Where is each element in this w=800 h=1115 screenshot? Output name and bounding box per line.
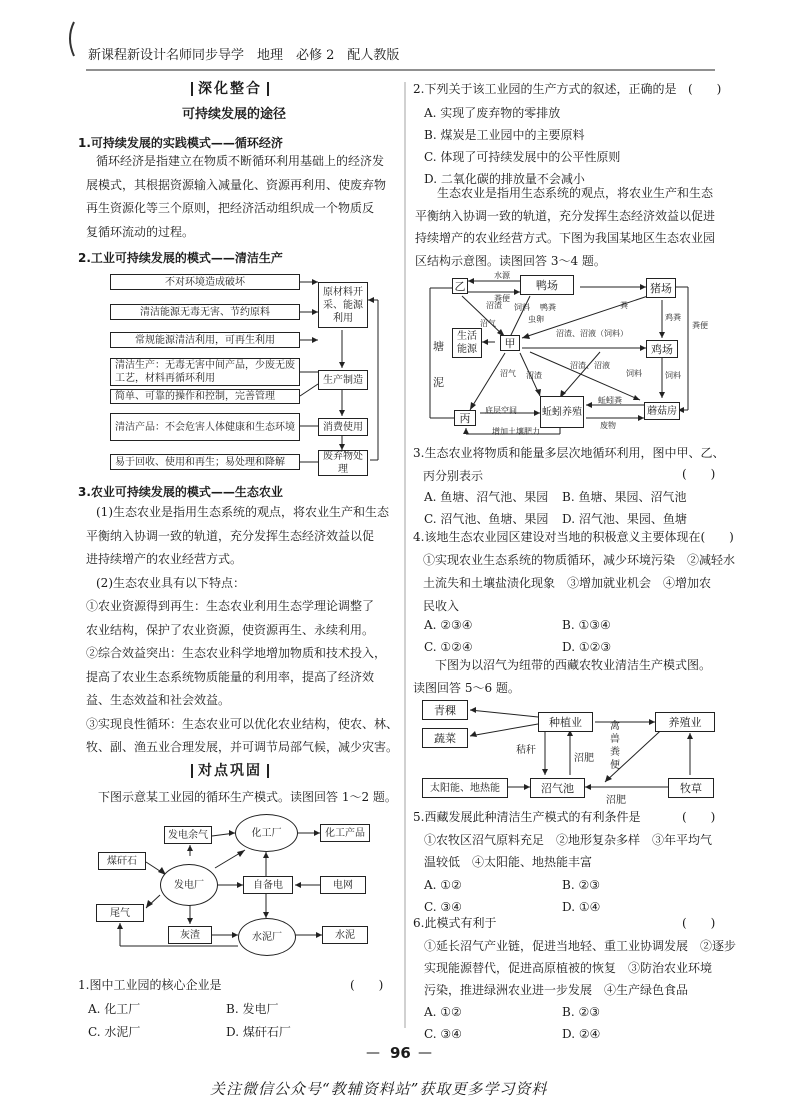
intro-q1-2: 下图示意某工业园的循环生产模式。读图回答 1～2 题。 [98, 790, 397, 804]
q4-stem: 4.该地生态农业园区建设对当地的积极意义主要体现在( ) ①实现农业生态系统的物质循环，减少环境污染 ②减轻水 土流失和土壤盐渍化现象 ③增加就业机会 ④增加农 民收入 [413, 530, 736, 613]
q6-option-b[interactable]: B. ②③ [562, 1005, 600, 1019]
q1-option-d[interactable]: D. 煤矸石厂 [226, 1025, 291, 1039]
page-dash-left: — [366, 1045, 380, 1061]
q2-option-a[interactable]: A. 实现了废弃物的零排放 [424, 106, 561, 120]
box-chemical-product: 化工产品 [320, 824, 370, 842]
label-biogas-fertilizer: 沼肥 [574, 753, 594, 764]
q6-stem: 6.此模式有利于 [413, 916, 497, 930]
q5-option-b[interactable]: B. ②③ [562, 878, 600, 892]
q5-statement-1: ①农牧区沼气原料充足 ②地形复杂多样 ③年平均气 [424, 833, 713, 847]
box-ash: 灰渣 [168, 926, 212, 944]
q2-option-c[interactable]: C. 体现了可持续发展中的公平性原则 [424, 150, 621, 164]
section-heading-deepen: 深化整合 [186, 78, 274, 98]
ellipse-chemical-plant: 化工厂 [235, 814, 298, 852]
box-simple-operation: 简单、可靠的操作和控制，完善管理 [110, 389, 300, 404]
label-biogas-2: 沼气 [500, 369, 516, 378]
box-power-gas: 发电余气 [164, 826, 212, 844]
q6-statement-2: 实现能源替代，促进高原植被的恢复 ③防治农业环境 [424, 961, 713, 975]
paragraph-eco-agriculture: (1)生态农业是指用生态系统的观点，将农业生产和生态 平衡纳入协调一致的轨道，充分发挥生态经济效益以促 进持续增产的农业经营方式。 (2)生态农业具有以下特点： ①农业资源得到再生：生态农业利用生态学理论调整了 农业结构，保护了农业资源，使资源再生、永续利用。 ②综合效益突出：生态农业科学地增加物质和技术投入， 提高了农业生态系统物质能量的利用率，提高了经济效 益、生态效益和社会效益。 ③实现良性循环：生态农业可以优化农业结构，使农、林、 牧、副、渔五业合理发展，并可调节局部气候，减少灾害。 [86, 505, 399, 754]
q6-option-c[interactable]: C. ③④ [424, 1027, 462, 1041]
q5-stem: 5.西藏发展此种清洁生产模式的有利条件是 [413, 810, 641, 824]
q1-option-a[interactable]: A. 化工厂 [88, 1002, 141, 1016]
q2-answer-paren[interactable]: ( ) [688, 82, 722, 96]
label-soil-fertility: 增加土壤肥力 [492, 427, 540, 436]
label-worm-manure: 蚯蚓粪 [598, 396, 622, 405]
label-bottom-space: 底层空间 [485, 406, 517, 415]
q4-option-a[interactable]: A. ②③④ [424, 618, 473, 632]
box-recyclable: 易于回收、使用和再生；易处理和降解 [110, 454, 300, 470]
label-manure: 粪 [620, 301, 628, 310]
box-animal-husbandry: 养殖业 [655, 712, 715, 732]
node-pig-farm: 猪场 [646, 278, 676, 298]
heading-clean-production: 2.工业可持续发展的模式——清洁生产 [78, 251, 283, 265]
box-clean-energy: 清洁能源无毒无害、节约原料 [110, 304, 300, 320]
label-biogas: 沼气 [480, 319, 496, 328]
q1-option-c[interactable]: C. 水泥厂 [88, 1025, 141, 1039]
q3-option-b[interactable]: B. 鱼塘、果园、沼气池 [562, 490, 687, 504]
label-biogas-fertilizer-2: 沼肥 [606, 795, 626, 806]
node-chicken-farm: 鸡场 [646, 340, 678, 358]
box-highland-barley: 青稞 [422, 700, 468, 720]
box-regular-energy: 常规能源清洁利用，可再生利用 [110, 332, 300, 348]
q5-answer-paren[interactable]: ( ) [682, 810, 716, 824]
box-consumption: 消费使用 [318, 418, 368, 436]
q5-option-d[interactable]: D. ①④ [562, 900, 601, 914]
label-insect-eggs: 虫卵 [528, 315, 544, 324]
box-clean-product: 清洁产品：不会危害人体健康和生态环境 [110, 413, 300, 441]
box-clean-production: 清洁生产：无毒无害中间产品，少废无废工艺，材料再循环利用 [110, 358, 300, 386]
q4-option-c[interactable]: C. ①②④ [424, 640, 473, 654]
label-straw: 秸秆 [516, 745, 536, 756]
box-manufacturing: 生产制造 [318, 370, 368, 390]
paragraph-circular-economy: 循环经济是指建立在物质不断循环利用基础上的经济发 展模式，其根据资源输入减量化、资源再利用、使废弃物 再生资源化等三个原则，把经济活动组织成一个物质反 复循环流动的过程。 [86, 154, 387, 239]
q4-option-b[interactable]: B. ①③④ [562, 618, 611, 632]
q3-answer-paren[interactable]: ( ) [682, 467, 716, 481]
box-raw-materials: 原材料开采、能源利用 [318, 282, 368, 328]
box-biogas-tank: 沼气池 [530, 778, 585, 798]
box-vegetables: 蔬菜 [422, 728, 468, 748]
heading-circular-economy: 1.可持续发展的实践模式——循环经济 [78, 136, 283, 150]
box-no-damage: 不对环境造成破坏 [110, 274, 300, 290]
page-number: 96 [390, 1044, 411, 1062]
label-duck-manure: 鸭粪 [540, 303, 556, 312]
q5-option-a[interactable]: A. ①② [424, 878, 462, 892]
node-duck-farm: 鸭场 [520, 275, 574, 295]
q5-statement-2: 温较低 ④太阳能、地热能丰富 [424, 855, 593, 869]
q1-option-b[interactable]: B. 发电厂 [226, 1002, 279, 1016]
q3-option-a[interactable]: A. 鱼塘、沼气池、果园 [424, 490, 549, 504]
box-crop-farming: 种植业 [538, 712, 593, 732]
box-tail-gas: 尾气 [96, 904, 144, 922]
box-pasture: 牧草 [668, 778, 714, 798]
box-cement: 水泥 [322, 926, 368, 944]
box-power-grid: 电网 [320, 876, 366, 894]
q3-stem: 3.生态农业将物质和能量多层次地循环利用，图中甲、乙、 丙分别表示 [413, 446, 725, 483]
q4-option-d[interactable]: D. ①②③ [562, 640, 612, 654]
box-solar-geothermal: 太阳能、地热能 [422, 778, 508, 798]
q1-answer-paren[interactable]: ( ) [350, 978, 384, 992]
heading-eco-agriculture: 3.农业可持续发展的模式——生态农业 [78, 485, 283, 499]
label-biogas-residue: 沼渣 [486, 301, 502, 310]
intro-q3-4: 生态农业是指用生态系统的观点，将农业生产和生态 平衡纳入协调一致的轨道，充分发挥生态经济效益以促进 持续增产的农业经营方式。下图为我国某地区生态农业园 区结构示意图。读图回答 3～4 题。 [415, 186, 716, 268]
node-yi: 乙 [452, 278, 468, 294]
label-water: 水源 [494, 271, 510, 280]
intro-q5-6: 下图为以沼气为纽带的西藏农牧业清洁生产模式图。 读图回答 5～6 题。 [413, 658, 712, 695]
page-dash-right: — [418, 1045, 432, 1061]
q2-option-d[interactable]: D. 二氧化碳的排放量不会减小 [424, 172, 585, 186]
q2-stem: 2.下列关于该工业园的生产方式的叙述，正确的是 [413, 82, 677, 96]
label-feed-3: 饲料 [665, 371, 681, 380]
node-jia: 甲 [500, 335, 520, 351]
q6-option-d[interactable]: D. ②④ [562, 1027, 601, 1041]
ellipse-cement-plant: 水泥厂 [238, 918, 296, 956]
ellipse-power-plant: 发电厂 [160, 864, 218, 906]
q1-stem: 1.图中工业园的核心企业是 [78, 978, 222, 992]
label-excrement-2: 粪便 [692, 321, 708, 330]
label-ni: 泥 [433, 376, 444, 389]
label-chicken-manure: 鸡粪 [665, 313, 681, 322]
label-waste: 废物 [600, 421, 616, 430]
q6-statement-3: 污染，推进绿洲农业进一步发展 ④生产绿色食品 [424, 983, 689, 997]
label-residue-liquid: 沼渣、沼液 [570, 361, 610, 370]
q3-option-d[interactable]: D. 沼气池、果园、鱼塘 [562, 512, 687, 526]
subtitle: 可持续发展的途径 [182, 107, 287, 122]
label-excrement: 粪便 [494, 294, 510, 303]
section-heading-practice: 对点巩固 [186, 760, 274, 780]
q6-answer-paren[interactable]: ( ) [682, 916, 716, 930]
node-earthworm: 蚯蚓养殖 [540, 396, 584, 428]
label-livestock-manure: 禽兽粪便 [610, 721, 620, 771]
box-self-power: 自备电 [243, 876, 293, 894]
node-life-energy: 生活能源 [452, 328, 482, 358]
node-mushroom: 蘑菇房 [644, 402, 680, 420]
label-feed-2: 饲料 [626, 369, 642, 378]
label-residue-feed: 沼渣、沼液（饲料） [556, 329, 628, 338]
label-residue-2: 沼渣 [526, 371, 542, 380]
q6-option-a[interactable]: A. ①② [424, 1005, 462, 1019]
q6-statement-1: ①延长沼气产业链，促进当地轻、重工业协调发展 ②逐步 [424, 939, 737, 953]
box-waste-treatment: 废弃物处理 [318, 450, 368, 476]
q2-option-b[interactable]: B. 煤炭是工业园中的主要原料 [424, 128, 585, 142]
box-coal-gangue: 煤矸石 [98, 852, 146, 870]
q5-option-c[interactable]: C. ③④ [424, 900, 462, 914]
label-feed: 饲料 [514, 303, 530, 312]
label-tang: 塘 [433, 340, 444, 353]
header-title: 新课程新设计名师同步导学 地理 必修 2 配人教版 [88, 48, 400, 63]
footer-note: 关注微信公众号“教辅资料站”获取更多学习资料 [210, 1080, 548, 1098]
node-bing: 丙 [454, 410, 476, 426]
q3-option-c[interactable]: C. 沼气池、鱼塘、果园 [424, 512, 549, 526]
